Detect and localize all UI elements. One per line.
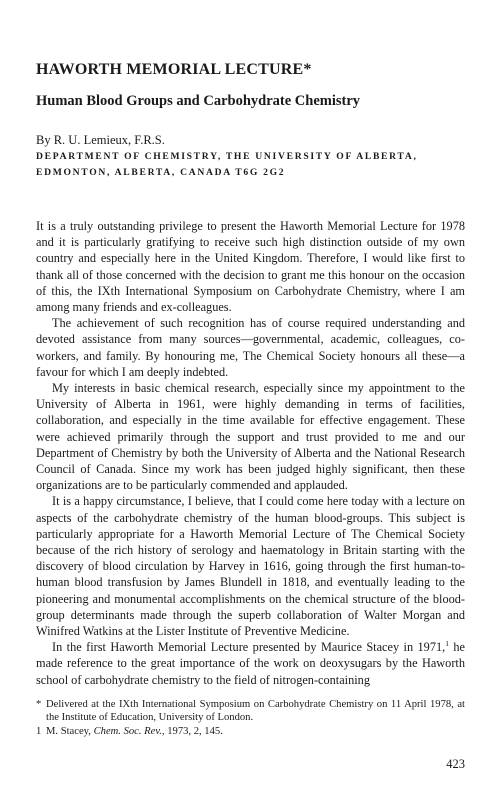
article-title: Human Blood Groups and Carbohydrate Chemistry — [36, 93, 361, 109]
footnote-asterisk — [36, 698, 465, 724]
footnote-mark: 1 — [36, 726, 42, 737]
paragraph-5-end: he made reference to the great importance of the work on deoxysugars by the Haworth school of carbohydrate chemistry to the field of nitrogen-containing — [36, 640, 465, 687]
paragraph-3: My interests in basic chemical research, especially since my appointment to the University of Alberta in 1961, were highly demanding in terms of facilities, collaboration, and especially in the time available for effective engagement. These were achieved primarily through the support and trust provided to me and our Department of Chemistry by both the University of Alberta and the National Research Council of Canada. Since my work has been judged highly significant, then these organizations are to be particularly commended and applauded. — [36, 381, 465, 493]
lecture-title: HAWORTH MEMORIAL LECTURE* — [36, 61, 312, 78]
footnote-ref-1[interactable]: 1 — [445, 639, 449, 649]
footnote-1 — [36, 725, 465, 738]
reference-author: M. Stacey, — [46, 726, 94, 737]
affiliation-line-2: EDMONTON, ALBERTA, CANADA T6G 2G2 — [36, 167, 286, 178]
paragraph-5 — [36, 639, 465, 688]
paragraph-1: It is a truly outstanding privilege to present the Haworth Memorial Lecture for 1978 and it is particularly gratifying to receive such high distinction outside of my own country and especially here in the United Kingdom. Therefore, I would like first to thank all of those concerned with the decision to grant me this honour on the occasion of this, the IXth International Symposium on Carbohydrate Chemistry, where I am among many friends and ex-colleagues. — [36, 219, 465, 315]
reference-journal: Chem. Soc. Rev. — [93, 726, 162, 737]
affiliation-line-1: DEPARTMENT OF CHEMISTRY, THE UNIVERSITY OF ALBERTA, — [36, 151, 418, 162]
paragraph-2: The achievement of such recognition has of course required understanding and devoted assistance from many sources—governmental, academic, colleagues, co-workers, and family. By honouring me, The Chemical Society honours all these—a favour for which I am deeply indebted. — [36, 316, 465, 379]
footnote-text: Delivered at the IXth International Symposium on Carbohydrate Chemistry on 11 April 1978, at the Institute of Education, University of London. — [46, 699, 465, 723]
paragraph-5-start: In the first Haworth Memorial Lecture presented by Maurice Stacey in 1971, — [52, 640, 446, 655]
reference-details: , 1973, 2, 145. — [161, 726, 223, 737]
paragraph-4: It is a happy circumstance, I believe, that I could come here today with a lecture on aspects of the carbohydrate chemistry of the human blood-groups. This subject is particularly appropriate for a Haworth Memorial Lecture of The Chemical Society because of the rich history of serology and haematology in Britain starting with the discovery of blood circulation by Harvey in 1616, going through the first human-to-human blood transfusion by James Blundell in 1818, and eventually leading to the pioneering and monumental accomplishments on the chemical structure of the blood-group determinants made through the superb collaboration of Walter Morgan and Winifred Watkins at the Lister Institute of Preventive Medicine. — [36, 494, 465, 639]
article-body — [36, 218, 465, 688]
footnotes — [36, 698, 465, 738]
author-byline: By R. U. Lemieux, F.R.S. — [36, 133, 165, 147]
footnote-mark: * — [36, 699, 42, 710]
journal-page — [36, 0, 465, 786]
page-number: 423 — [446, 757, 465, 771]
